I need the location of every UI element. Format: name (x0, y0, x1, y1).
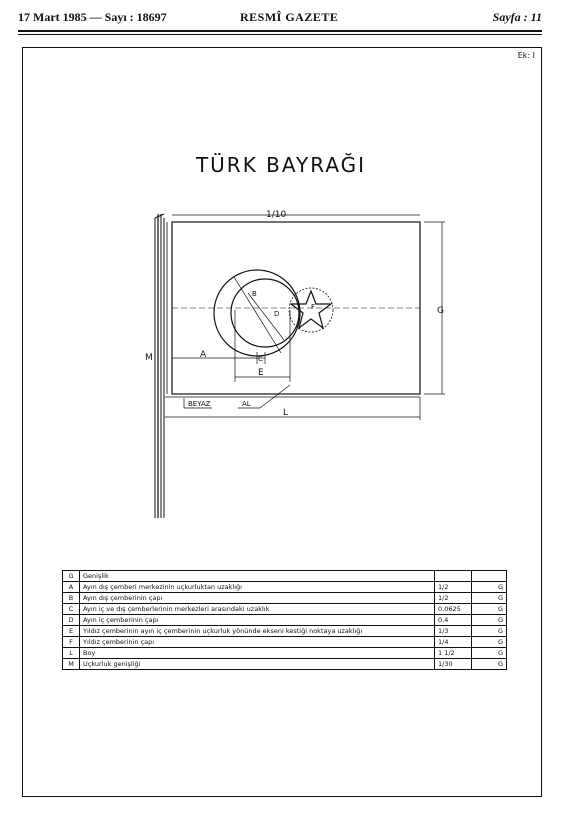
flag-pole (155, 214, 164, 518)
label-m: M (145, 353, 153, 363)
table-cell-unit (472, 571, 507, 582)
table-cell-desc: Boy (80, 648, 435, 659)
table-cell-key: A (63, 582, 80, 593)
label-f: F (311, 303, 316, 311)
label-top-ratio: 1/10 (266, 210, 287, 220)
page-title: TÜRK BAYRAĞI (195, 153, 367, 177)
label-l: L (283, 408, 289, 418)
label-a: A (200, 350, 207, 360)
crescent-shape (214, 270, 300, 356)
table-cell-value: 0,0625 (435, 604, 472, 615)
table-row (63, 637, 507, 648)
table-row (63, 648, 507, 659)
table-row (63, 604, 507, 615)
table-cell-key: C (63, 604, 80, 615)
table-row (63, 571, 507, 582)
annex-label: Ek: I (517, 51, 535, 60)
table-cell-desc: Ayın iç çemberinin çapı (80, 615, 435, 626)
table-cell-value: 1/30 (435, 659, 472, 670)
table-cell-key: E (63, 626, 80, 637)
table-cell-key: B (63, 593, 80, 604)
table-cell-value: 1/2 (435, 593, 472, 604)
table-cell-value: 1/3 (435, 626, 472, 637)
label-e: E (258, 368, 264, 378)
table-cell-desc: Uçkurluk genişliği (80, 659, 435, 670)
table-row (63, 659, 507, 670)
label-g: G (437, 306, 444, 316)
table-cell-desc: Yıldız çemberinin çapı (80, 637, 435, 648)
table-cell-value: 0,4 (435, 615, 472, 626)
table-row (63, 582, 507, 593)
label-b: B (252, 290, 257, 298)
table-cell-unit: G (472, 593, 507, 604)
label-beyaz: BEYAZ (188, 400, 211, 408)
table-cell-desc: Yıldız çemberinin ayın iç çemberinin uçkurluk yönünde ekseni kestiği noktaya uzaklığı (80, 626, 435, 637)
table-cell-key: L (63, 648, 80, 659)
table-cell-value: 1/2 (435, 582, 472, 593)
spec-table (62, 570, 507, 670)
table-cell-unit: G (472, 659, 507, 670)
table-cell-key: D (63, 615, 80, 626)
table-cell-value: 1/4 (435, 637, 472, 648)
publication-name: RESMÎ GAZETE (240, 10, 339, 24)
table-cell-unit: G (472, 582, 507, 593)
table-cell-unit: G (472, 637, 507, 648)
table-cell-desc: Ayın dış çemberinin çapı (80, 593, 435, 604)
label-al: AL (242, 400, 251, 408)
issue-date-number: 17 Mart 1985 — Sayı : 18697 (18, 10, 167, 24)
table-row (63, 626, 507, 637)
table-cell-value (435, 571, 472, 582)
table-row (63, 593, 507, 604)
table-cell-unit: G (472, 604, 507, 615)
table-cell-unit: G (472, 615, 507, 626)
label-c: C (258, 355, 263, 363)
table-cell-desc: Ayın iç ve dış çemberlerinin merkezleri arasındaki uzaklık (80, 604, 435, 615)
label-d: D (274, 310, 280, 318)
page-number: Sayfa : 11 (492, 10, 542, 24)
dimension-lines (165, 215, 445, 420)
table-cell-unit: G (472, 626, 507, 637)
table-cell-key: G (63, 571, 80, 582)
table-cell-key: F (63, 637, 80, 648)
table-row (63, 615, 507, 626)
table-cell-desc: Ayın dış çemberi merkezinin uçkurluktan uzaklığı (80, 582, 435, 593)
table-cell-unit: G (472, 648, 507, 659)
table-cell-key: M (63, 659, 80, 670)
table-cell-value: 1 1/2 (435, 648, 472, 659)
table-cell-desc: Genişlik (80, 571, 435, 582)
